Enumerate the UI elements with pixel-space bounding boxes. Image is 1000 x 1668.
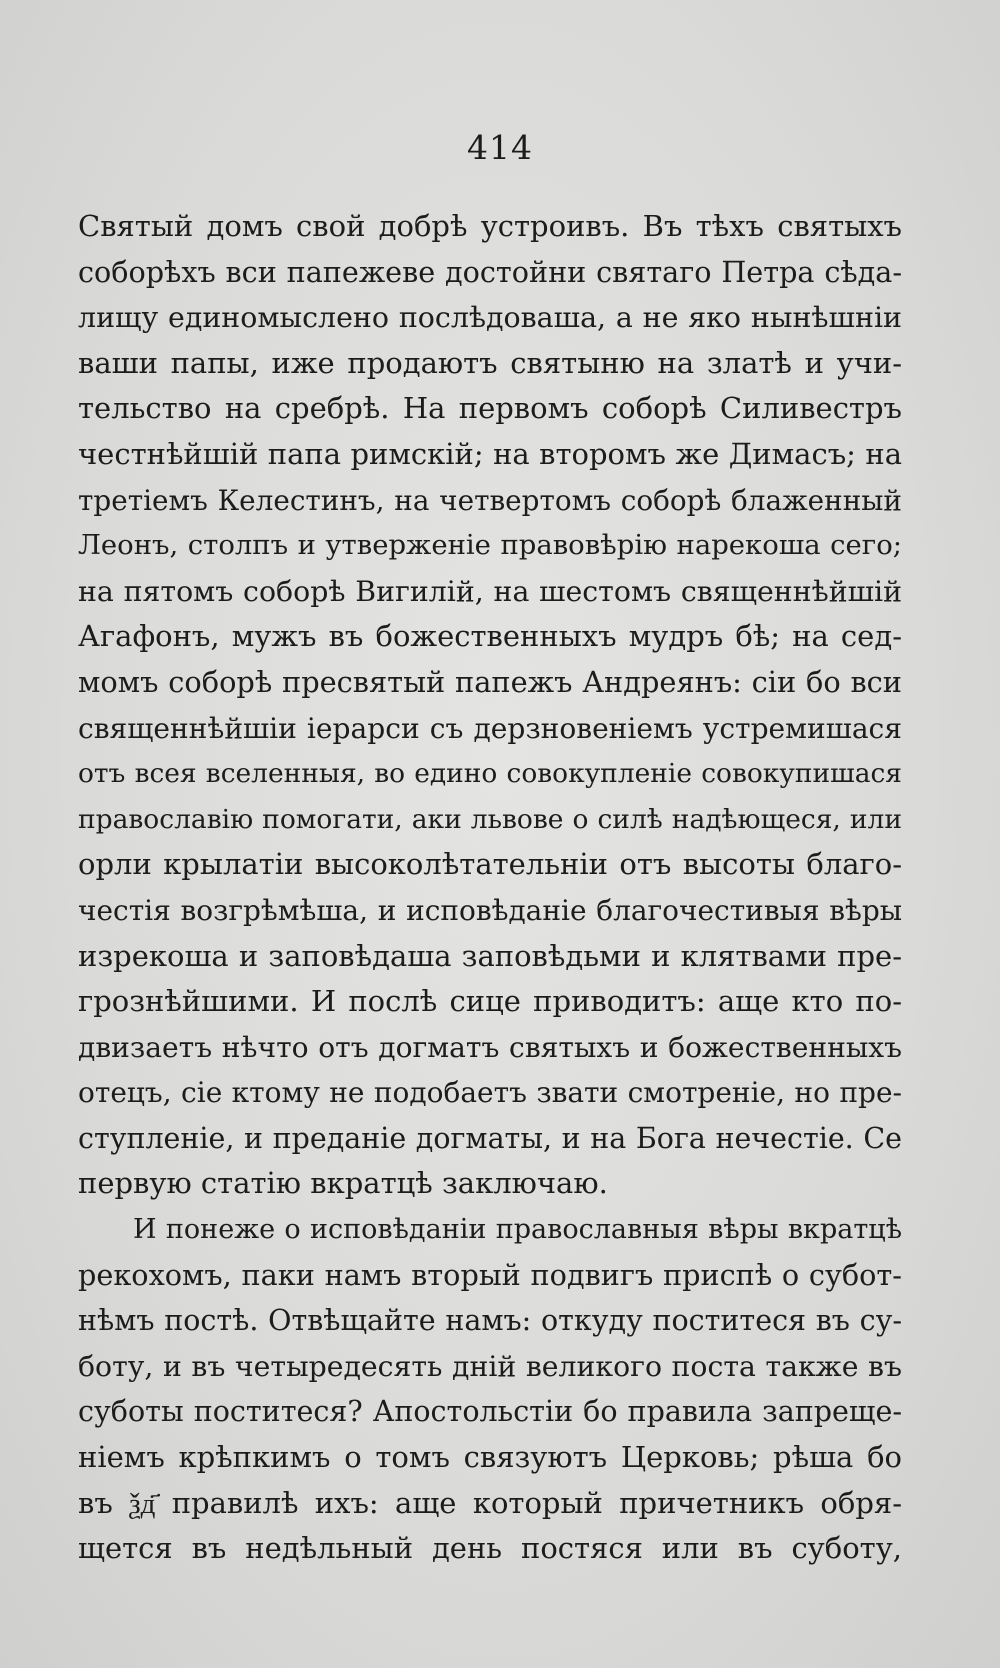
text-line: лищу единомыслено послѣдоваша, а не яко нынѣшніи bbox=[78, 301, 902, 335]
text-line: ваши папы, иже продаютъ святыню на златѣ и учи- bbox=[78, 345, 902, 380]
text-line: орли крылатіи высоколѣтательніи отъ высоты благо- bbox=[78, 847, 902, 882]
text-line: нѣмъ постѣ. Отвѣщайте намъ: откуду поститеся въ су- bbox=[78, 1304, 902, 1338]
text-line: Леонъ, столпъ и утверженіе правовѣрію нарекоша сего; bbox=[78, 529, 902, 562]
text-line: щется въ недѣльный день постяся или въ суботу, bbox=[78, 1531, 902, 1566]
text-line: тельство на сребрѣ. На первомъ соборѣ Силивестръ bbox=[78, 391, 902, 426]
text-line: двизаетъ нѣчто отъ догматъ святыхъ и божественныхъ bbox=[78, 1030, 902, 1064]
text-line: Агафонъ, мужъ въ божественныхъ мудръ бѣ; на сед- bbox=[78, 619, 902, 654]
page-number: 414 bbox=[467, 128, 533, 167]
text-line: момъ соборѣ пресвятый папежъ Андреянъ: сіи бо вси bbox=[78, 664, 902, 699]
text-line: ступленіе, и преданіе догматы, и на Бога нечестіе. Се bbox=[78, 1121, 902, 1155]
text-line: суботы поститеся? Апостольстіи бо правила запреще- bbox=[78, 1394, 902, 1429]
text-line: грознѣйшими. И послѣ сице приводитъ: аще кто по- bbox=[78, 984, 902, 1019]
paragraph-start-line: И понеже о исповѣданіи православныя вѣры вкратцѣ bbox=[133, 1214, 902, 1246]
text-line: священнѣйшіи іерарси съ дерзновеніемъ устремишася bbox=[78, 711, 902, 745]
page-text bbox=[78, 204, 902, 1572]
text-line: честія возгрѣмѣша, и исповѣданіе благочестивыя вѣры bbox=[78, 893, 902, 927]
text-line: Святый домъ свой добрѣ устроивъ. Въ тѣхъ святыхъ bbox=[78, 209, 902, 243]
text-line: отъ всея вселенныя, во едино совокупленіе совокупишася bbox=[78, 758, 902, 790]
paragraph-end-line: первую статію вкратцѣ заключаю. bbox=[78, 1166, 608, 1201]
text-line: въ ѯд҃ правилѣ ихъ: аще который причетникъ обря- bbox=[78, 1485, 902, 1520]
text-line: изрекоша и заповѣдаша заповѣдьми и клятвами пре- bbox=[78, 938, 902, 973]
text-line: честнѣйшій папа римскій; на второмъ же Димасъ; на bbox=[78, 436, 902, 471]
text-line: рекохомъ, паки намъ вторый подвигъ приспѣ о субот- bbox=[78, 1257, 902, 1292]
text-line: отецъ, сіе ктому не подобаетъ звати смотреніе, но пре- bbox=[78, 1076, 902, 1110]
text-line: боту, и въ четыредесять дній великого поста также въ bbox=[78, 1349, 902, 1383]
text-line: православію помогати, аки львове о силѣ надѣющеся, или bbox=[78, 803, 902, 835]
text-line: ніемъ крѣпкимъ о томъ связуютъ Церковь; рѣша бо bbox=[78, 1440, 902, 1475]
text-line: соборѣхъ вси папежеве достойни святаго Петра сѣда- bbox=[78, 254, 902, 289]
text-line: третіемъ Келестинъ, на четвертомъ соборѣ блаженный bbox=[78, 483, 902, 517]
text-line: на пятомъ соборѣ Вигилій, на шестомъ священнѣйшій bbox=[78, 574, 902, 608]
